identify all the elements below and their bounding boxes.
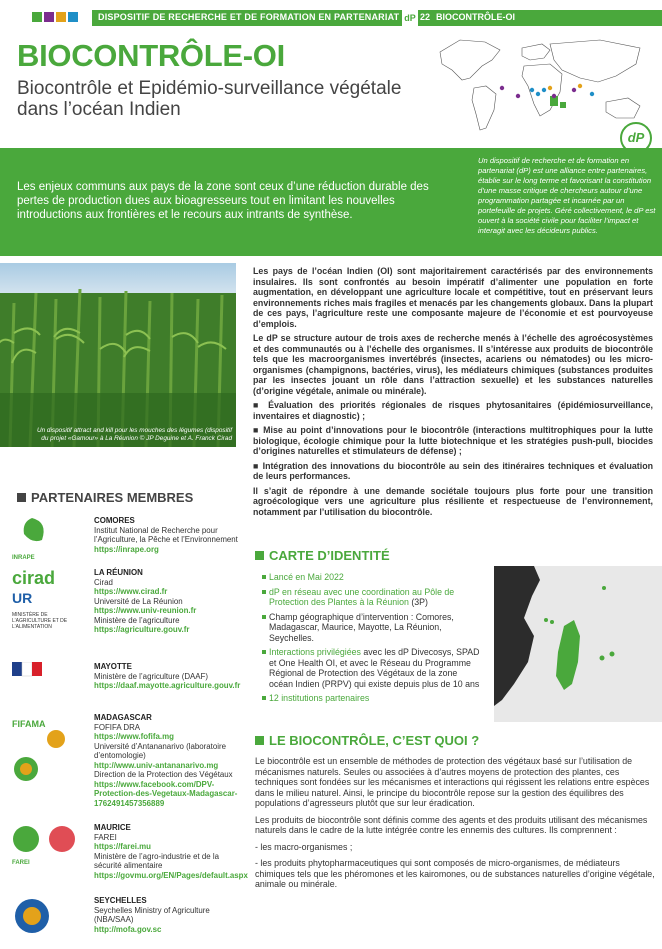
corn-field-illustration <box>0 263 236 447</box>
intro-band <box>0 148 662 256</box>
logo-farei-text: FAREI <box>12 860 30 866</box>
partner-name: Cirad <box>94 577 113 587</box>
identity-item <box>262 572 480 583</box>
color-square <box>44 12 54 22</box>
map-asia <box>550 40 640 82</box>
partner-name: Université d’Antananarivo (laboratoire d’entomologie) <box>94 741 227 760</box>
logo-reunion <box>12 568 84 630</box>
main-body-text <box>253 266 653 521</box>
partner-country: COMORES <box>94 516 135 525</box>
partner-name: Ministère de l’agro-industrie et de la sécurité alimentaire <box>94 851 219 870</box>
logo-inrape-text: INRAPE <box>12 555 35 561</box>
map-dot <box>552 94 556 98</box>
partner-country: MAYOTTE <box>94 662 132 671</box>
partner-country: LA RÉUNION <box>94 568 143 577</box>
logo-mayotte <box>12 662 84 689</box>
map-dot <box>578 84 582 88</box>
map-dot <box>516 94 520 98</box>
identity-item-text: Lancé en Mai 2022 <box>269 572 344 582</box>
body-bullet: ■ Intégration des innovations du biocontrôle au sein des itinéraires techniques et évaluation de leurs performances. <box>253 460 653 481</box>
dp-definition-text: Un dispositif de recherche et de formation en partenariat (dP) est une alliance entre partenaires, établie sur le long terme et favorisant la constitution d’une masse critique de chercheurs autour d’une programmation partagée et incarnée par un portefeuille de projets. Géré collectivement, le dP est ouvert à la société civile pour faciliter l’impact et interagit avec les décideurs publics. <box>478 156 656 235</box>
corn-field-photo <box>0 263 236 447</box>
identity-item <box>262 647 480 689</box>
body-bullet: ■ Mise au point d’innovations pour le biocontrôle (interactions multitrophiques pour la lutte biologique, écologie chimique pour la lutte biotechnique et les stratégies push-pull, biocides d’origines naturelles et stimulateurs de défense) ; <box>253 425 653 456</box>
body-paragraph: Le dP se structure autour de trois axes de recherche menés à l’échelle des agroécosystèmes et des communautés ou à l’échelle des organismes. Il s’intéresse aux produits de biocontrôle tels que les macroorganismes invertébrés (insectes, acariens ou nématodes) ou les micro-organismes (champignons, bactéries, virus), les médiateurs chimiques (substances produites par les insectes jouant un rôle dans l’attraction sexuelle) et les substances naturelles (d’origine végétale, animale ou minérale). <box>253 333 653 396</box>
partner-link[interactable]: https://www.cirad.fr <box>94 587 168 596</box>
biocontrole-title <box>255 733 479 748</box>
map-dot <box>572 88 576 92</box>
partner-link[interactable]: https://agriculture.gouv.fr <box>94 625 190 634</box>
intro-text: Les enjeux communs aux pays de la zone sont ceux d’une réduction durable des pertes de production dues aux bioagresseurs tout en limitant les nouvelles introductions aux frontières et le recours aux intrants de synthèse. <box>17 181 429 221</box>
identity-item <box>262 693 480 704</box>
identity-item <box>262 612 480 644</box>
identity-item <box>262 587 480 608</box>
partner-link[interactable]: https://www.facebook.com/DPV-Protection-des-Vegetaux-Madagascar-1762491457356889 <box>94 779 238 808</box>
banner-left-text: DISPOSITIF DE RECHERCHE ET DE FORMATION EN PARTENARIAT <box>98 12 400 22</box>
header-banner <box>92 10 662 26</box>
partners-list <box>12 510 248 946</box>
partner-country: SEYCHELLES <box>94 896 147 905</box>
identity-list <box>262 572 480 708</box>
map-madagascar <box>556 620 580 690</box>
banner-right-text: BIOCONTRÔLE-OI <box>436 12 515 22</box>
map-maurice <box>610 652 615 657</box>
partner-name: FAREI <box>94 832 117 842</box>
partner-name: Institut National de Recherche pour l’Agriculture, la Pêche et l’Environnement <box>94 525 238 544</box>
map-dot <box>500 86 504 90</box>
dp-logo: dP <box>620 122 652 154</box>
partner-name: Ministère de l’agriculture (DAAF) <box>94 671 209 681</box>
identity-item-text: 12 institutions partenaires <box>269 693 370 703</box>
partner-link[interactable]: https://daaf.mayotte.agriculture.gouv.fr <box>94 681 241 690</box>
map-australia <box>606 98 640 118</box>
logo-seychelles <box>12 896 84 941</box>
color-square <box>56 12 66 22</box>
partner-name: FOFIFA DRA <box>94 722 141 732</box>
map-europe <box>522 44 550 60</box>
map-dot <box>536 92 540 96</box>
region-map <box>494 566 662 722</box>
map-africa-coast <box>494 566 540 706</box>
dp-number: 22 <box>420 12 431 22</box>
body-paragraph: - les produits phytopharmaceutiques qui sont composés de micro-organismes, de médiateurs chimiques tels que les phéromones et les kairomones, ou de substances naturelles d’origine végétale, animale ou minérale. <box>255 858 655 889</box>
logo-fofifa: FIFAMA <box>12 719 46 729</box>
leaf-icon <box>12 516 52 550</box>
university-logo-icon <box>12 589 52 607</box>
map-dot <box>590 92 594 96</box>
partner-link[interactable]: https://www.fofifa.mg <box>94 732 174 741</box>
partner-country: MADAGASCAR <box>94 713 152 722</box>
map-north-america <box>440 40 500 80</box>
color-square <box>68 12 78 22</box>
partners-title-text: PARTENAIRES MEMBRES <box>31 490 194 505</box>
partner-name: Ministère de l’agriculture <box>94 615 180 625</box>
map-reunion <box>600 656 605 661</box>
map-south-america <box>472 86 496 130</box>
map-dot <box>548 86 552 90</box>
map-dot <box>530 88 534 92</box>
partner-name: Université de La Réunion <box>94 596 183 606</box>
page-subtitle: Biocontrôle et Epidémio-surveillance végétale dans l’océan Indien <box>17 78 402 120</box>
logo-maurice <box>12 823 84 866</box>
body-bullet: ■ Évaluation des priorités régionales de risques phytosanitaires (épidémiosurveillance, inventaires et diagnostic) ; <box>253 400 653 421</box>
identity-item-text: (3P) <box>408 597 428 607</box>
partner-country: MAURICE <box>94 823 131 832</box>
identity-item-text: avec les dP Divecosys, SPAD et One Health OI, et avec le Réseau du Programme Régional de Protection des Végétaux de la zone océan Indien (PRPV) qui existe depuis plus de 10 ans <box>269 647 480 689</box>
logo-madagascar <box>12 713 84 792</box>
logo-inrape <box>12 516 84 561</box>
body-paragraph: Les produits de biocontrôle sont définis comme des agents et des produits utilisant des mécanismes naturels dans le cadre de la lutte intégrée contre les ennemis des cultures. Ils comprennent : <box>255 814 648 835</box>
logo-cirad: cirad <box>12 568 56 588</box>
map-dot <box>542 88 546 92</box>
body-paragraph: Les pays de l’océan Indien (OI) sont majoritairement caractérisés par des environnements insulaires. Ils sont confrontés au besoin impératif d’alimenter une population en forte augmentation, en développant une agriculture locale et compétitive, tout en préservant leurs environnements riches mais fragiles et menacés par les changements globaux. Dans la plupart de ces pays, l’agriculture reste une composante majeure de l’économie et est pourvoyeuse d’emplois. <box>253 266 653 329</box>
map-highlight <box>560 102 566 108</box>
partner-link[interactable]: http://www.univ-antananarivo.mg <box>94 760 219 770</box>
body-paragraph: Le biocontrôle est un ensemble de méthodes de protection des végétaux basé sur l’utilisation de mécanismes naturels. Seules ou associées à d’autres moyens de protection des plantes, ces techniques sont fondées sur les mécanismes et interactions qui régissent les relations entre espèces dans le milieu naturel. Ainsi, le principe du biocontrôle repose sur la gestion des équilibres des populations d’agresseurs plutôt que sur leur éradication. <box>255 756 650 808</box>
university-crest-icon <box>12 729 72 787</box>
map-mayotte <box>550 620 554 624</box>
french-republic-logo-icon <box>12 662 44 684</box>
seychelles-crest-icon <box>12 896 52 936</box>
identity-title-text: CARTE D’IDENTITÉ <box>269 548 390 563</box>
partner-link[interactable]: https://www.univ-reunion.fr <box>94 606 197 615</box>
partner-link[interactable]: https://inrape.org <box>94 544 159 554</box>
logo-ministere: MINISTÈRE DE L’AGRICULTURE ET DE L’ALIMENTATION <box>12 612 68 630</box>
identity-item-text: dP en réseau avec une coordination au Pôle de Protection des Plantes à la Réunion <box>269 586 455 607</box>
partner-name: Direction de la Protection des Végétaux <box>94 770 233 779</box>
partner-name: Seychelles Ministry of Agriculture (NBA/SAA) <box>94 905 210 924</box>
biocontrole-text <box>255 756 655 896</box>
photo-caption: Un dispositif attract and kill pour les mouches des légumes (dispositif du projet «Gamour» à La Réunion © JP Deguine et A. Franck Cirad <box>36 427 232 442</box>
indian-ocean-map <box>494 566 662 722</box>
partner-link[interactable]: http://mofa.gov.sc <box>94 924 162 934</box>
identity-item-text: Interactions privilégiées <box>269 647 361 657</box>
partner-link[interactable]: https://farei.mu <box>94 842 151 851</box>
dp-badge: dP <box>402 10 418 26</box>
map-seychelles <box>602 586 606 590</box>
map-comores <box>544 618 548 622</box>
top-bar <box>0 0 662 32</box>
body-paragraph: - les macro-organismes ; <box>255 841 353 852</box>
body-paragraph: Il s’agit de répondre à une demande sociétale toujours plus forte pour une transition agroécologique vers une agriculture plus résiliente et respectueuse de l’environnement, notamment par l’utilisation du biocontrôle. <box>253 485 653 517</box>
identity-title <box>255 548 390 563</box>
farei-logo-icon <box>12 823 82 855</box>
partners-title <box>17 490 193 505</box>
partner-link[interactable]: https://govmu.org/EN/Pages/default.aspx <box>94 870 248 880</box>
biocontrole-title-text: LE BIOCONTRÔLE, C’EST QUOI ? <box>269 733 480 748</box>
svg-text:UR: UR <box>12 590 33 606</box>
color-square <box>32 12 42 22</box>
page-title: BIOCONTRÔLE-OI <box>17 38 285 73</box>
identity-item-text: Champ géographique d’intervention : Comores, Madagascar, Maurice, Mayotte, La Réunion, Seychelles. <box>269 611 454 643</box>
